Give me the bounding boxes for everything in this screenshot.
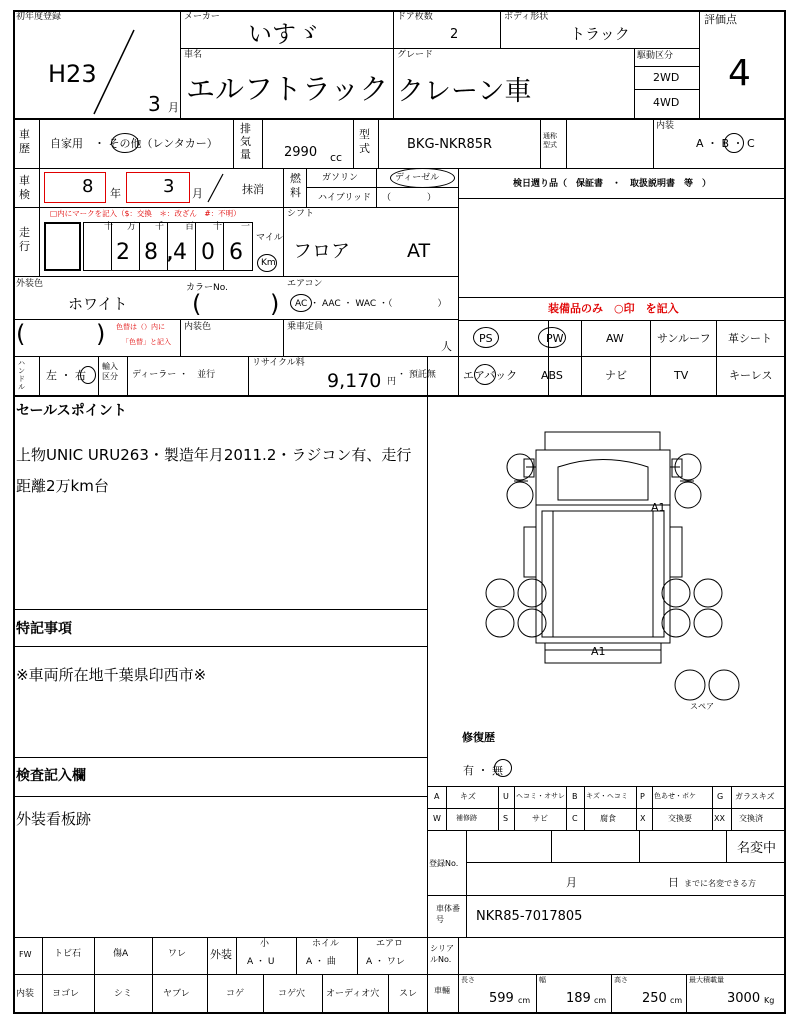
capacity-unit: 人 xyxy=(441,340,452,353)
chassis-value: NKR85-7017805 xyxy=(476,909,583,924)
displacement-label: 排気量 xyxy=(240,122,251,161)
equip-pw-circle xyxy=(538,327,566,348)
maker-value: いすゞ xyxy=(248,20,320,48)
score-value: 4 xyxy=(728,53,751,94)
ext-color-label: 外装色 xyxy=(16,279,44,289)
windshield xyxy=(558,460,648,501)
height-unit: cm xyxy=(670,996,683,1005)
interior-b-circle xyxy=(724,133,744,153)
ext-check-label: 外装 xyxy=(210,948,232,961)
registration-label: 登録No. xyxy=(429,859,459,868)
paren-note-2: 「色替」と記入 xyxy=(122,338,171,346)
fw-label: FW xyxy=(19,950,32,959)
fuel-gasoline[interactable]: ガソリン xyxy=(322,173,359,183)
inspection-month: 3 xyxy=(163,176,175,197)
aircon-label: エアコン xyxy=(287,279,323,289)
equip-sunroof[interactable]: サンルーフ xyxy=(657,332,711,345)
spare-label: スペア xyxy=(690,702,714,711)
color-no-label: カラーNo. xyxy=(186,283,228,293)
name-change: 名変中 xyxy=(737,841,777,856)
odo-head-5: 一 xyxy=(241,222,251,232)
legend-code-s: S xyxy=(503,814,509,823)
legend-code-a: A xyxy=(434,792,440,801)
repair-none-circle xyxy=(494,759,512,777)
aircon-ac-circle xyxy=(290,294,312,312)
color-no-open: ( xyxy=(192,290,202,318)
dimension-label: 車輛 xyxy=(434,986,450,995)
displacement-value: 2990 xyxy=(284,145,318,160)
int-item-6[interactable]: スレ xyxy=(399,989,418,999)
ext-group-0-title: 小 xyxy=(260,939,270,949)
inspection-year: 8 xyxy=(82,176,94,197)
first-reg-era: H23 xyxy=(48,60,97,88)
int-check-label: 内装 xyxy=(16,989,35,999)
legend-text-x: 交換要 xyxy=(668,814,692,823)
import-label: 輸入区分 xyxy=(102,362,118,381)
label-a1-top: A1 xyxy=(651,501,666,514)
int-item-3[interactable]: コゲ xyxy=(226,989,245,999)
fuel-label: 燃料 xyxy=(290,172,301,199)
reg-month-unit: 月 xyxy=(566,876,577,889)
odo-head-1: 万 xyxy=(127,222,137,232)
check-text: 外装看板跡 xyxy=(16,810,92,828)
legend-code-g: G xyxy=(717,792,724,801)
equip-keyless[interactable]: キーレス xyxy=(729,369,773,382)
recycle-label: リサイクル料 xyxy=(252,358,305,368)
cab-top xyxy=(545,432,660,450)
interior-color-label: 内装色 xyxy=(184,322,212,332)
import-value: ディーラー ・ 並行 xyxy=(132,370,216,380)
height-value: 250 xyxy=(642,991,667,1006)
aircon-value: AC ・ AAC ・ WAC ・（ ） xyxy=(295,299,447,309)
recycle-value: 9,170 xyxy=(327,370,382,392)
cab-body xyxy=(536,450,670,505)
frame-right xyxy=(784,10,786,1014)
deposit-none: ・ 預託無 xyxy=(397,370,436,380)
body-label: ボディ形状 xyxy=(504,12,549,22)
repair-label: 修復歴 xyxy=(462,731,495,744)
equip-abs[interactable]: ABS xyxy=(541,369,563,382)
displacement-unit: cc xyxy=(330,151,343,164)
legend-code-u: U xyxy=(503,792,509,801)
cargo-bed xyxy=(536,505,670,643)
inspection-month-box xyxy=(126,172,190,203)
length-unit: cm xyxy=(518,996,531,1005)
legend-text-p: 色あせ・ボケ xyxy=(654,792,696,800)
history-other-circle xyxy=(111,133,139,153)
odo-head-4: 十 xyxy=(213,222,223,232)
equip-title: 装備品のみ ○印 を記入 xyxy=(548,302,679,315)
equip-leather[interactable]: 革シート xyxy=(728,332,772,345)
grade-value: クレーン車 xyxy=(397,76,532,107)
mileage-label: 走行 xyxy=(19,226,30,253)
legend-text-u: ヘコミ・オサレ xyxy=(516,792,565,800)
odo-head-2: 千 xyxy=(155,222,165,232)
docs-title: 検日週り品（ 保証書 ・ 取扱説明書 等 ） xyxy=(513,179,712,189)
label-a1-bottom: A1 xyxy=(591,645,606,658)
color-no-close: ) xyxy=(270,290,280,318)
score-label: 評価点 xyxy=(704,13,737,26)
ext-color-value: ホワイト xyxy=(68,295,128,313)
odo-head-0: 十 xyxy=(104,222,114,232)
inspection-label: 車検 xyxy=(19,174,30,201)
equip-airbag[interactable]: エアバック xyxy=(463,369,518,382)
first-reg-month: 3 xyxy=(148,92,161,116)
fuel-other: （ ） xyxy=(382,193,437,203)
frame-left xyxy=(13,10,15,1014)
fw-item-1[interactable]: 傷A xyxy=(113,949,129,959)
drive-4wd[interactable]: 4WD xyxy=(653,96,680,109)
legend-code-w: W xyxy=(433,814,441,823)
odo-digit-4: 4 xyxy=(173,240,187,265)
recycle-unit: 円 xyxy=(387,377,397,387)
truck-diagram xyxy=(428,397,784,727)
handle-label: ハンドル xyxy=(18,359,25,391)
odo-digit-5: 0 xyxy=(201,240,215,265)
shift-value: フロア xyxy=(293,240,351,262)
frame-bottom xyxy=(13,1012,786,1014)
slash-mark xyxy=(90,28,140,116)
fuel-diesel-circle xyxy=(390,168,455,188)
fuel-diesel[interactable]: ディーゼル xyxy=(395,173,440,183)
model-label: 型式 xyxy=(359,128,370,155)
interior-label: 内装 xyxy=(656,121,675,131)
drive-label: 駆動区分 xyxy=(637,51,674,61)
legend-text-xx: 交換済 xyxy=(739,814,763,823)
load-label: 最大積載量 xyxy=(689,976,724,984)
odo-head-3: 百 xyxy=(185,222,195,232)
unit-km-circle xyxy=(257,254,277,272)
fuel-hybrid[interactable]: ハイブリッド xyxy=(318,193,372,203)
legend-code-xx: XX xyxy=(714,814,725,823)
legend-text-b: キズ・ヘコミ xyxy=(586,792,628,800)
odo-digit-2: 2 xyxy=(116,240,130,265)
shift-label: シフト xyxy=(287,209,315,219)
legend-code-c: C xyxy=(572,814,578,823)
sales-point-text: 上物UNIC URU263・製造年月2011.2・ラジコン有、走行距離2万km台 xyxy=(16,446,412,495)
check-title: 検査記入欄 xyxy=(16,768,86,784)
shift-type: AT xyxy=(407,240,431,262)
drive-2wd[interactable]: 2WD xyxy=(653,71,680,84)
ext-group-0-value[interactable]: A ・ U xyxy=(247,957,275,967)
int-item-5[interactable]: オーディオ穴 xyxy=(326,989,380,999)
special-text: ※車両所在地千葉県印西市※ xyxy=(16,666,207,684)
equip-airbag-circle xyxy=(474,364,496,385)
carname-label: 車名 xyxy=(184,50,203,60)
equip-tv[interactable]: TV xyxy=(674,369,689,382)
sales-point-title: セールスポイント xyxy=(16,403,127,419)
unit-mile[interactable]: マイル xyxy=(256,233,283,243)
odo-digit-6: 6 xyxy=(229,240,243,265)
legend-code-p: P xyxy=(640,792,645,801)
chassis-label: 車体番号 xyxy=(436,904,460,924)
inspection-month-unit: 月 xyxy=(192,187,203,200)
legend-text-g: ガラスキズ xyxy=(735,792,775,801)
odo-digit-3: 8 xyxy=(144,240,158,265)
handle-value: 左 ・ 右 xyxy=(46,369,86,382)
length-label: 長さ xyxy=(461,976,475,984)
doors-label: ドア枚数 xyxy=(397,12,433,22)
interior-value: A ・ B ・ C xyxy=(696,137,755,150)
int-item-1[interactable]: シミ xyxy=(114,989,133,999)
ext-group-2-value[interactable]: A ・ ワレ xyxy=(366,957,405,967)
height-label: 高さ xyxy=(614,976,628,984)
inspection-year-box xyxy=(44,172,106,203)
ext-group-2-title: エアロ xyxy=(376,939,404,949)
serial-label: シリアルNo. xyxy=(430,944,454,964)
legend-code-x: X xyxy=(640,814,646,823)
body-value: トラック xyxy=(570,25,630,43)
reg-deadline: までに名変できる方 xyxy=(684,879,756,888)
paren-open: ( xyxy=(16,320,26,348)
equip-ps[interactable]: PS xyxy=(479,332,493,345)
common-model-label: 通称型式 xyxy=(543,132,557,149)
grade-label: グレード xyxy=(397,50,434,60)
legend-code-b: B xyxy=(572,792,578,801)
doors-value: 2 xyxy=(450,27,459,42)
handle-right-circle xyxy=(80,366,96,384)
ext-group-1-title: ホイル xyxy=(312,939,340,949)
width-label: 幅 xyxy=(539,976,546,984)
first-reg-label: 初年度登録 xyxy=(16,12,62,22)
equip-ps-circle xyxy=(473,327,499,348)
capacity-label: 乗車定員 xyxy=(287,322,324,332)
special-title: 特記事項 xyxy=(16,621,72,637)
mileage-mark-box xyxy=(44,222,81,271)
fw-item-2[interactable]: ワレ xyxy=(168,949,187,959)
length-value: 599 xyxy=(489,991,514,1006)
inspection-erased: 抹消 xyxy=(242,183,264,196)
int-item-0[interactable]: ヨゴレ xyxy=(52,989,80,999)
inspection-slash xyxy=(205,172,227,204)
unit-km[interactable]: Km xyxy=(261,258,276,268)
int-item-4[interactable]: コゲ穴 xyxy=(278,989,306,999)
repair-value: 有 ・ 無 xyxy=(463,764,503,777)
carname-value: エルフトラック xyxy=(186,72,389,106)
paren-note-1: 色替は（）内に xyxy=(116,323,165,331)
fw-item-0[interactable]: トビ石 xyxy=(54,949,82,959)
int-item-2[interactable]: ヤブレ xyxy=(163,989,190,999)
reg-day-unit: 日 xyxy=(668,876,679,889)
load-unit: Kg xyxy=(764,996,775,1005)
maker-label: メーカー xyxy=(184,12,220,22)
width-unit: cm xyxy=(594,996,607,1005)
paren-close: ) xyxy=(96,320,106,348)
first-reg-month-unit: 月 xyxy=(168,101,179,114)
legend-text-w: 補修跡 xyxy=(456,814,477,822)
legend-text-c: 腐食 xyxy=(600,814,616,823)
ext-group-1-value[interactable]: A ・ 曲 xyxy=(306,957,336,967)
inspection-year-unit: 年 xyxy=(110,187,121,200)
history-value: 自家用 ・ その他（レンタカー） xyxy=(50,137,218,150)
legend-text-s: サビ xyxy=(532,814,548,823)
load-value: 3000 xyxy=(727,991,761,1006)
equip-navi[interactable]: ナビ xyxy=(605,369,627,382)
history-label: 車歴 xyxy=(19,128,30,155)
width-value: 189 xyxy=(566,991,591,1006)
odo-comma: , xyxy=(167,244,174,263)
legend-text-a: キズ xyxy=(460,792,476,801)
equip-pw[interactable]: PW xyxy=(546,332,564,345)
model-value: BKG-NKR85R xyxy=(407,137,493,152)
equip-aw[interactable]: AW xyxy=(606,332,624,345)
odometer xyxy=(83,222,253,271)
mileage-note: □内にマークを記入（$：交換 ＊：改ざん #：不明） xyxy=(50,209,241,218)
